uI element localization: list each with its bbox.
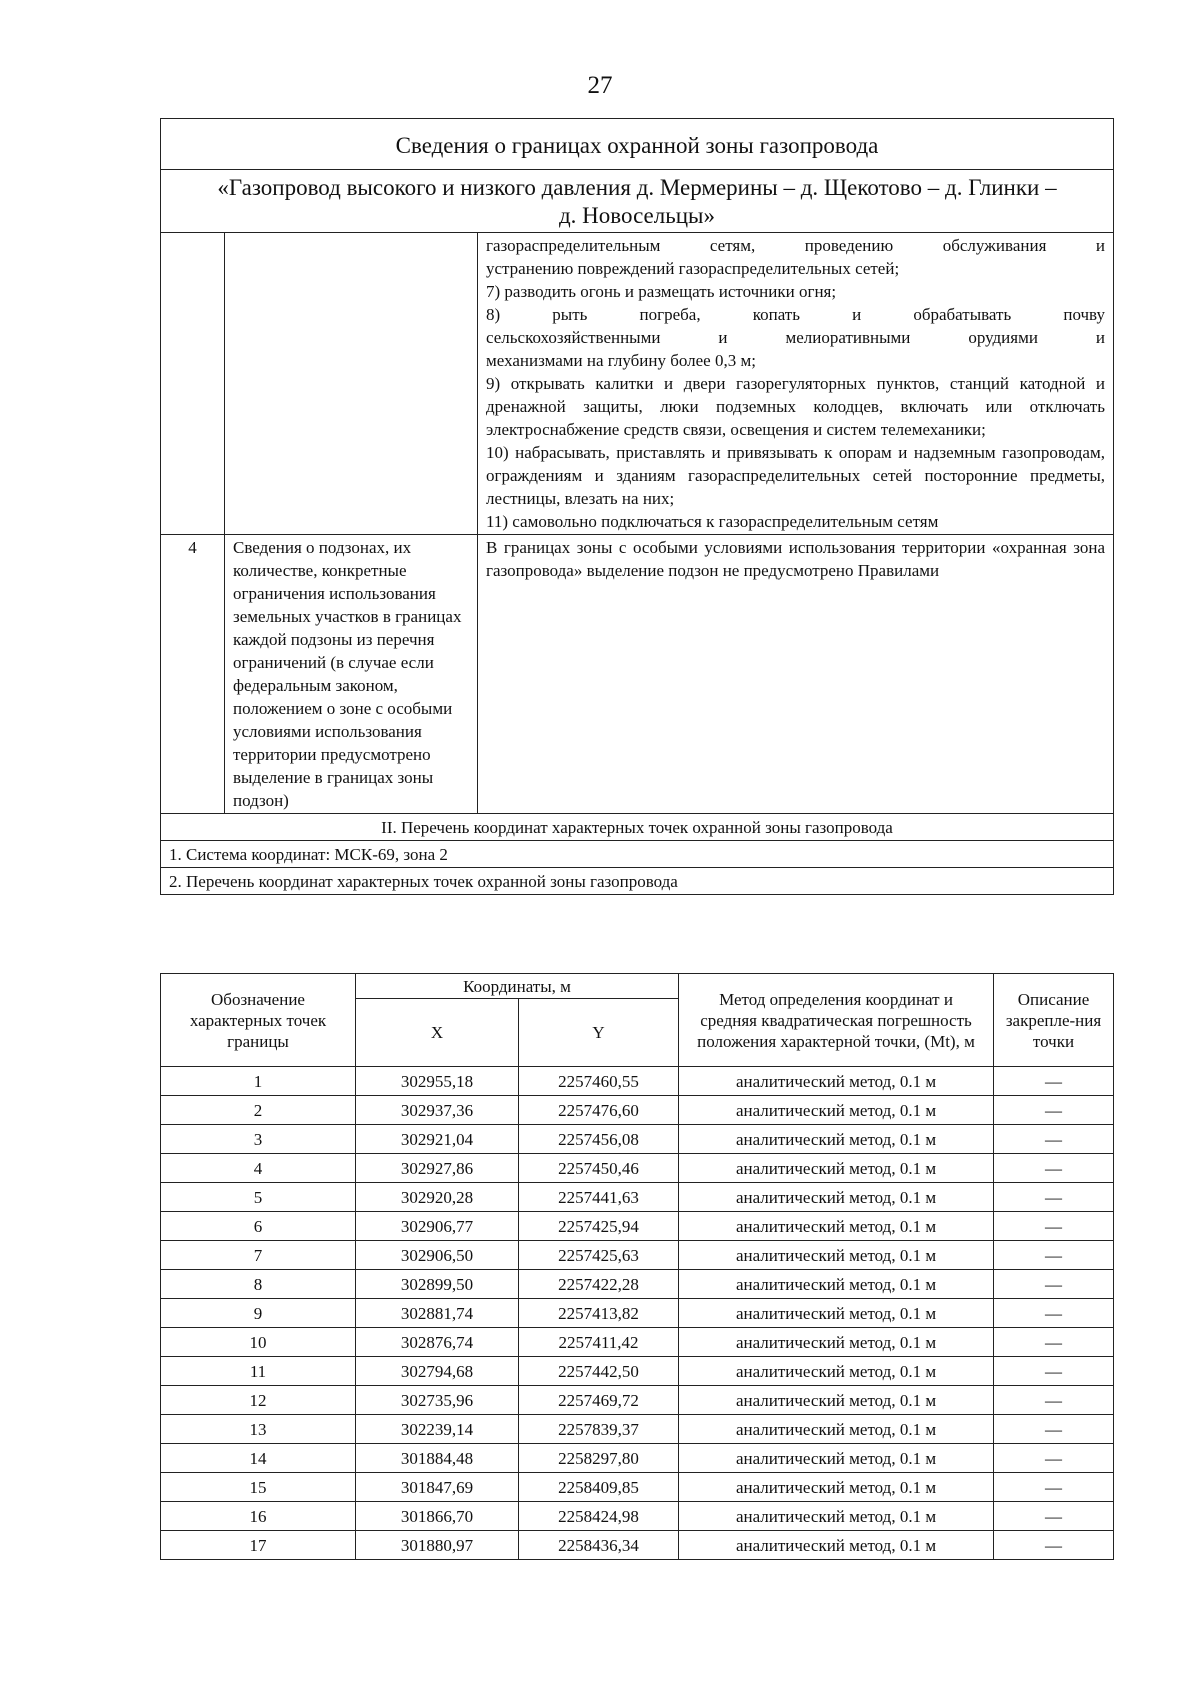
method-value: аналитический метод, 0.1 м <box>679 1299 994 1328</box>
restriction-line: 8) рыть погреба, копать и обрабатывать почву <box>486 305 1105 324</box>
point-number: 9 <box>161 1299 356 1328</box>
col-x-header: X <box>356 999 519 1067</box>
object-name <box>161 170 1114 233</box>
col-method-header: Метод определения координат и средняя квадратическая погрешность положения характерной точки, (Mt), м <box>679 974 994 1067</box>
point-desc: — <box>994 1444 1114 1473</box>
restriction-line: механизмами на глубину более 0,3 м; <box>486 351 756 370</box>
point-number: 14 <box>161 1444 356 1473</box>
point-desc: — <box>994 1154 1114 1183</box>
coord-y: 2257476,60 <box>519 1096 679 1125</box>
row-number-cell <box>161 233 225 535</box>
coord-y: 2258424,98 <box>519 1502 679 1531</box>
coord-list-title: 2. Перечень координат характерных точек охранной зоны газопровода <box>161 868 1114 895</box>
coord-x: 301866,70 <box>356 1502 519 1531</box>
coord-y: 2258297,80 <box>519 1444 679 1473</box>
restriction-line: 11) самовольно подключаться к газораспределительным сетям <box>486 512 939 531</box>
coord-x: 301847,69 <box>356 1473 519 1502</box>
coord-row <box>161 1299 1114 1328</box>
coord-row <box>161 1473 1114 1502</box>
point-desc: — <box>994 1212 1114 1241</box>
point-desc: — <box>994 1096 1114 1125</box>
coord-system-row <box>161 841 1114 868</box>
row-label-cell <box>225 233 478 535</box>
coord-row <box>161 1067 1114 1096</box>
coord-row <box>161 1415 1114 1444</box>
coord-x: 302920,28 <box>356 1183 519 1212</box>
point-number: 15 <box>161 1473 356 1502</box>
coord-x: 301884,48 <box>356 1444 519 1473</box>
method-value: аналитический метод, 0.1 м <box>679 1473 994 1502</box>
coord-row <box>161 1502 1114 1531</box>
point-desc: — <box>994 1415 1114 1444</box>
title-row <box>161 119 1114 170</box>
method-value: аналитический метод, 0.1 м <box>679 1270 994 1299</box>
restrictions-text <box>478 233 1114 535</box>
point-number: 16 <box>161 1502 356 1531</box>
method-value: аналитический метод, 0.1 м <box>679 1241 994 1270</box>
point-number: 5 <box>161 1183 356 1212</box>
coord-row <box>161 1444 1114 1473</box>
coord-x: 302239,14 <box>356 1415 519 1444</box>
page-number: 27 <box>587 72 613 99</box>
point-desc: — <box>994 1531 1114 1560</box>
coord-y: 2257411,42 <box>519 1328 679 1357</box>
object-row <box>161 170 1114 233</box>
coord-row <box>161 1270 1114 1299</box>
coord-y: 2257441,63 <box>519 1183 679 1212</box>
col-point-header: Обозначение характерных точек границы <box>161 974 356 1067</box>
document-title: Сведения о границах охранной зоны газопровода <box>161 119 1114 170</box>
point-number: 1 <box>161 1067 356 1096</box>
section-ii-title: II. Перечень координат характерных точек охранной зоны газопровода <box>161 814 1114 841</box>
restriction-line: 7) разводить огонь и размещать источники огня; <box>486 282 837 301</box>
coord-row <box>161 1531 1114 1560</box>
section-ii-row <box>161 814 1114 841</box>
coord-row <box>161 1183 1114 1212</box>
method-value: аналитический метод, 0.1 м <box>679 1212 994 1241</box>
point-number: 7 <box>161 1241 356 1270</box>
col-desc-header: Описание закрепле-ния точки <box>994 974 1114 1067</box>
coord-x: 302735,96 <box>356 1386 519 1415</box>
coordinates-table <box>160 973 1114 1560</box>
coord-x: 302906,77 <box>356 1212 519 1241</box>
point-number: 17 <box>161 1531 356 1560</box>
restriction-line: газораспределительным сетям, проведению обслуживания и <box>486 236 1105 255</box>
coord-list-title-row <box>161 868 1114 895</box>
point-number: 13 <box>161 1415 356 1444</box>
coord-row <box>161 1241 1114 1270</box>
method-value: аналитический метод, 0.1 м <box>679 1154 994 1183</box>
point-desc: — <box>994 1241 1114 1270</box>
point-desc: — <box>994 1473 1114 1502</box>
point-number: 10 <box>161 1328 356 1357</box>
continued-restrictions-row <box>161 233 1114 535</box>
restriction-line: сельскохозяйственными и мелиоративными орудиями и <box>486 328 1105 347</box>
restriction-line: 10) набрасывать, приставлять и привязывать к опорам и надземным газопроводам, ограждениям и зданиям газораспределительных сетей посторонние предметы, лестницы, влезать на них; <box>486 443 1105 508</box>
coord-y: 2257839,37 <box>519 1415 679 1444</box>
coord-row <box>161 1125 1114 1154</box>
col-coords-header: Координаты, м <box>356 974 679 999</box>
coord-x: 302876,74 <box>356 1328 519 1357</box>
method-value: аналитический метод, 0.1 м <box>679 1502 994 1531</box>
method-value: аналитический метод, 0.1 м <box>679 1067 994 1096</box>
coord-y: 2257442,50 <box>519 1357 679 1386</box>
coord-x: 302906,50 <box>356 1241 519 1270</box>
coord-row <box>161 1328 1114 1357</box>
object-name-line2: д. Новосельцы» <box>558 203 715 228</box>
coord-x: 302881,74 <box>356 1299 519 1328</box>
coords-header-row <box>161 974 1114 999</box>
coord-y: 2257425,94 <box>519 1212 679 1241</box>
coord-row <box>161 1386 1114 1415</box>
restriction-line: 9) открывать калитки и двери газорегуляторных пунктов, станций катодной и дренажной защиты, люки подземных колодцев, включать или отключать электроснабжение средств связи, освещения и систем телемеханики; <box>486 374 1105 439</box>
point-desc: — <box>994 1299 1114 1328</box>
coord-x: 302899,50 <box>356 1270 519 1299</box>
coord-y: 2257469,72 <box>519 1386 679 1415</box>
point-desc: — <box>994 1328 1114 1357</box>
method-value: аналитический метод, 0.1 м <box>679 1386 994 1415</box>
subzones-label: Сведения о подзонах, их количестве, конкретные ограничения использования земельных участков в границах каждой подзоны из перечня ограничений (в случае если федеральным законом, положением о зоне с особыми условиями использования территории предусмотрено выделение в границах зоны подзон) <box>225 535 478 814</box>
coord-y: 2257456,08 <box>519 1125 679 1154</box>
method-value: аналитический метод, 0.1 м <box>679 1531 994 1560</box>
coord-row <box>161 1096 1114 1125</box>
method-value: аналитический метод, 0.1 м <box>679 1183 994 1212</box>
method-value: аналитический метод, 0.1 м <box>679 1096 994 1125</box>
coord-x: 301880,97 <box>356 1531 519 1560</box>
coord-y: 2257413,82 <box>519 1299 679 1328</box>
coord-row <box>161 1154 1114 1183</box>
coords-body <box>161 1067 1114 1560</box>
point-desc: — <box>994 1386 1114 1415</box>
coord-y: 2258436,34 <box>519 1531 679 1560</box>
coord-row <box>161 1357 1114 1386</box>
coord-x: 302794,68 <box>356 1357 519 1386</box>
method-value: аналитический метод, 0.1 м <box>679 1125 994 1154</box>
coord-x: 302955,18 <box>356 1067 519 1096</box>
coord-x: 302927,86 <box>356 1154 519 1183</box>
row-number: 4 <box>161 535 225 814</box>
object-name-line1: «Газопровод высокого и низкого давления д. Мермерины – д. Щекотово – д. Глинки – <box>217 175 1057 200</box>
point-number: 3 <box>161 1125 356 1154</box>
subzones-row <box>161 535 1114 814</box>
coord-y: 2258409,85 <box>519 1473 679 1502</box>
point-desc: — <box>994 1357 1114 1386</box>
col-y-header: Y <box>519 999 679 1067</box>
coord-y: 2257425,63 <box>519 1241 679 1270</box>
point-desc: — <box>994 1270 1114 1299</box>
point-number: 4 <box>161 1154 356 1183</box>
subzones-value: В границах зоны с особыми условиями использования территории «охранная зона газопровода» выделение подзон не предусмотрено Правилами <box>478 535 1114 814</box>
point-desc: — <box>994 1125 1114 1154</box>
point-number: 6 <box>161 1212 356 1241</box>
coord-row <box>161 1212 1114 1241</box>
coord-x: 302937,36 <box>356 1096 519 1125</box>
point-desc: — <box>994 1502 1114 1531</box>
point-number: 12 <box>161 1386 356 1415</box>
coord-y: 2257422,28 <box>519 1270 679 1299</box>
point-number: 8 <box>161 1270 356 1299</box>
zone-info-table <box>160 118 1114 895</box>
point-number: 2 <box>161 1096 356 1125</box>
method-value: аналитический метод, 0.1 м <box>679 1357 994 1386</box>
method-value: аналитический метод, 0.1 м <box>679 1444 994 1473</box>
coord-y: 2257460,55 <box>519 1067 679 1096</box>
point-desc: — <box>994 1067 1114 1096</box>
coord-system: 1. Система координат: МСК-69, зона 2 <box>161 841 1114 868</box>
coord-y: 2257450,46 <box>519 1154 679 1183</box>
restriction-line: устранению повреждений газораспределительных сетей; <box>486 259 900 278</box>
point-desc: — <box>994 1183 1114 1212</box>
method-value: аналитический метод, 0.1 м <box>679 1328 994 1357</box>
coord-x: 302921,04 <box>356 1125 519 1154</box>
method-value: аналитический метод, 0.1 м <box>679 1415 994 1444</box>
point-number: 11 <box>161 1357 356 1386</box>
